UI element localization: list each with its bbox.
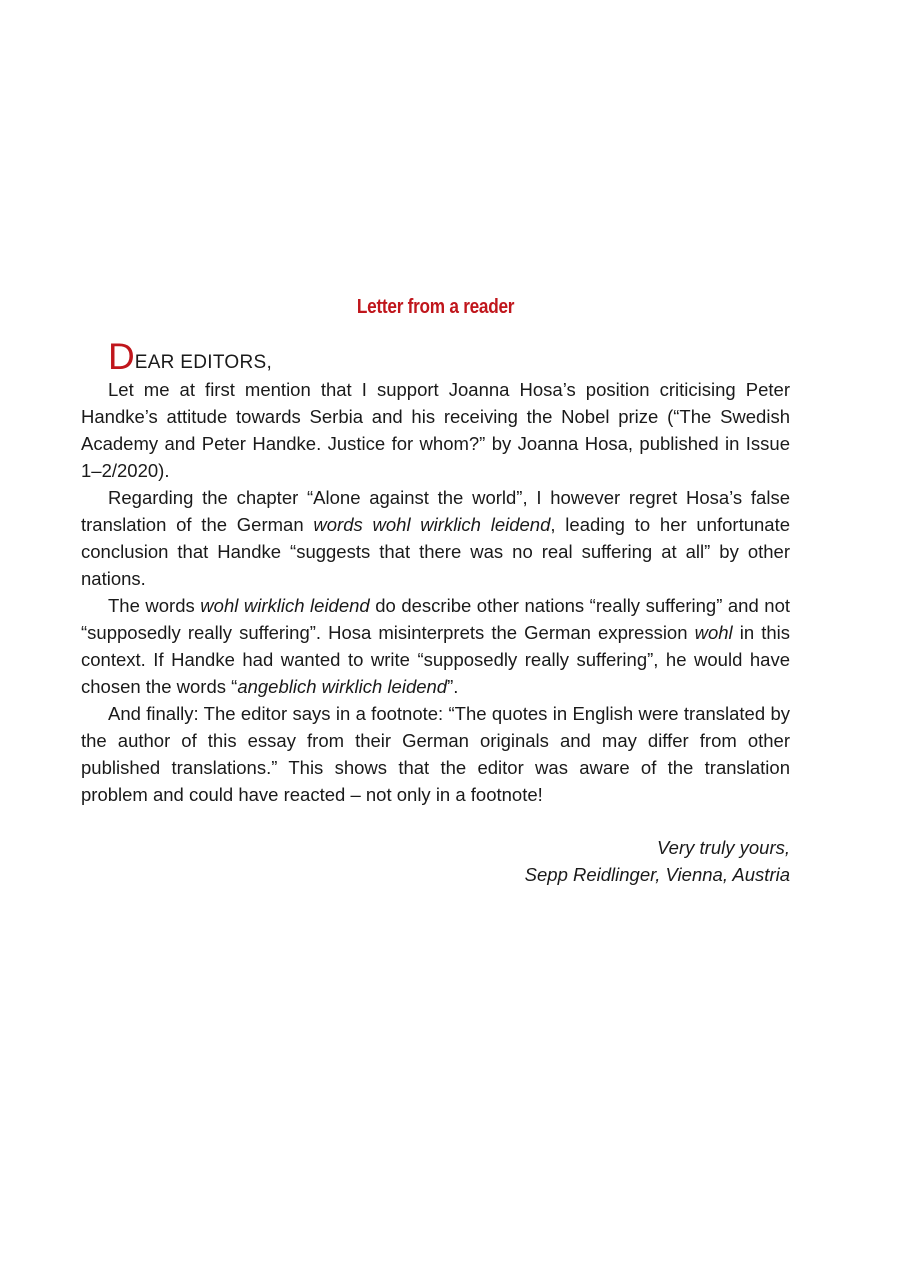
closing-signature	[525, 834, 790, 888]
paragraph-3-emphasis: wohl	[694, 622, 733, 643]
paragraph-2-text: Regarding the chapter “Alone against the world”, I however regret Hosa’s false translation of the German	[81, 487, 790, 535]
paragraph-3-text: do describe other nations “really suffering” and not “supposedly really suffering”. Hosa misinterprets the German expression	[81, 595, 791, 643]
paragraph-2-emphasis: words wohl wirklich leidend	[313, 514, 551, 535]
paragraph-3-emphasis: wohl wirklich leidend	[200, 595, 370, 616]
section-heading: Letter from a reader	[356, 296, 515, 318]
paragraph-3-emphasis: angeblich wirklich leidend	[237, 676, 448, 697]
paragraph-2	[81, 484, 790, 592]
paragraph-1: Let me at first mention that I support Joanna Hosa’s position criticising Peter Handke’s attitude towards Serbia and his receiving the Nobel prize (“The Swedish Academy and Peter Handke. Justice for whom?” by Joanna Hosa, published in Issue 1–2/2020).	[81, 379, 790, 481]
paragraph-2-text: , leading to her unfortunate conclusion that Handke “suggests that there was no real suffering at all” by other nations.	[81, 514, 791, 589]
paragraph-3-text: ”.	[447, 676, 459, 697]
paragraph-3-text: in this context. If Handke had wanted to write “supposedly really suffering”, he would have chosen the words “	[81, 622, 790, 697]
letter-body	[81, 338, 790, 808]
paragraph-3	[81, 592, 790, 700]
signature-line: Sepp Reidlinger, Vienna, Austria	[524, 864, 790, 885]
closing-line: Very truly yours,	[657, 837, 790, 858]
salutation-text: EAR EDITORS,	[134, 352, 273, 373]
paragraph-3-text: The words	[108, 595, 201, 616]
drop-cap: D	[108, 336, 135, 377]
salutation	[108, 338, 790, 376]
paragraph-4: And finally: The editor says in a footnote: “The quotes in English were translated by the author of this essay from their German originals and may differ from other published translations.” This shows that the editor was aware of the translation problem and could have reacted – not only in a footnote!	[81, 703, 790, 805]
